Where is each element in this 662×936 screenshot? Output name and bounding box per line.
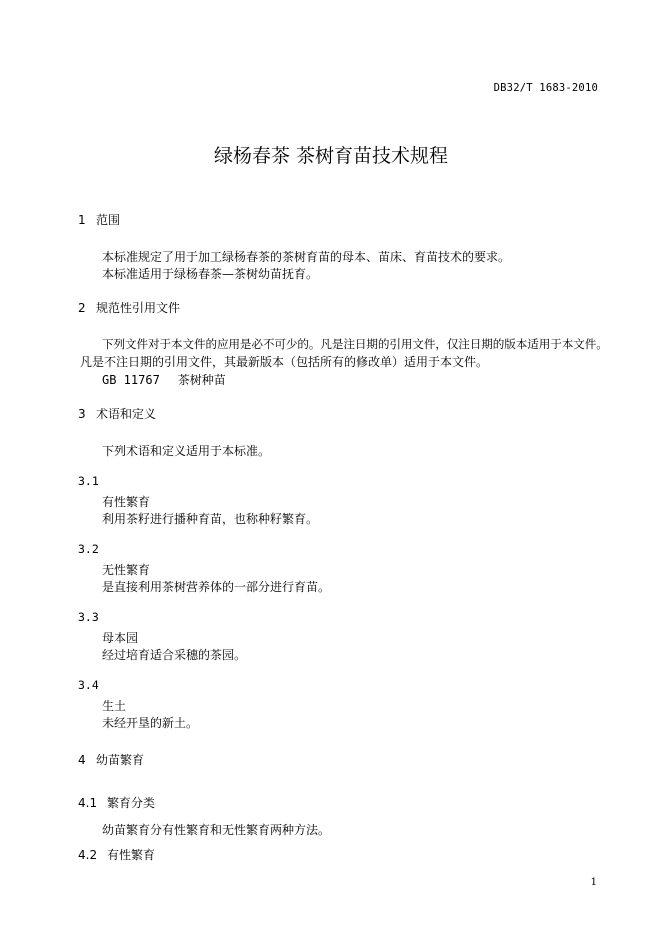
term-number: 3.4 [78, 678, 99, 692]
term-number: 3.3 [78, 610, 99, 624]
reference-title: 茶树种苗 [177, 373, 226, 387]
page-title: 绿杨春茶 茶树育苗技术规程 [213, 145, 449, 167]
subsection-4-1-heading [78, 794, 155, 811]
document-code: DB32/T 1683-2010 [493, 82, 598, 94]
section-title: 范围 [96, 213, 121, 227]
term-definition: 未经开垦的新土。 [102, 716, 199, 730]
subsection-title: 有性繁育 [107, 848, 156, 862]
term-definition: 利用茶籽进行播种育苗，也称种籽繁育。 [102, 512, 319, 526]
section-1-heading [78, 211, 120, 228]
term-number: 3.1 [78, 474, 99, 488]
section-title: 术语和定义 [96, 407, 157, 421]
paragraph: 本标准适用于绿杨春茶—茶树幼苗抚育。 [102, 267, 319, 281]
reference-code: GB 11767 [102, 373, 160, 387]
subsection-4-2-heading [78, 846, 155, 863]
section-2-heading [78, 299, 180, 316]
normative-reference [102, 371, 226, 388]
subsection-number: 4.1 [78, 796, 98, 810]
term-name: 母本园 [102, 631, 139, 645]
section-number: 4 [78, 753, 86, 767]
term-definition: 是直接利用茶树营养体的一部分进行育苗。 [102, 580, 331, 594]
section-3-heading [78, 405, 156, 422]
section-number: 2 [78, 301, 86, 315]
term-name: 有性繁育 [102, 495, 151, 509]
subsection-title: 繁育分类 [107, 796, 156, 810]
page-number: 1 [590, 877, 597, 888]
paragraph: 凡是不注日期的引用文件，其最新版本（包括所有的修改单）适用于本文件。 [80, 355, 489, 369]
section-number: 1 [78, 213, 86, 227]
paragraph: 幼苗繁育分有性繁育和无性繁育两种方法。 [102, 823, 331, 837]
section-title: 规范性引用文件 [96, 301, 181, 315]
paragraph: 本标准规定了用于加工绿杨春茶的茶树育苗的母本、苗床、育苗技术的要求。 [102, 250, 511, 264]
subsection-number: 4.2 [78, 848, 98, 862]
paragraph: 下列文件对于本文件的应用是必不可少的。凡是注日期的引用文件，仅注日期的版本适用于本文件。 [102, 337, 608, 351]
section-number: 3 [78, 407, 86, 421]
term-definition: 经过培育适合采穗的茶园。 [102, 648, 247, 662]
section-4-heading [78, 751, 144, 768]
term-name: 生土 [102, 699, 127, 713]
term-number: 3.2 [78, 542, 99, 556]
paragraph: 下列术语和定义适用于本标准。 [102, 444, 271, 458]
term-name: 无性繁育 [102, 563, 151, 577]
section-title: 幼苗繁育 [96, 753, 145, 767]
